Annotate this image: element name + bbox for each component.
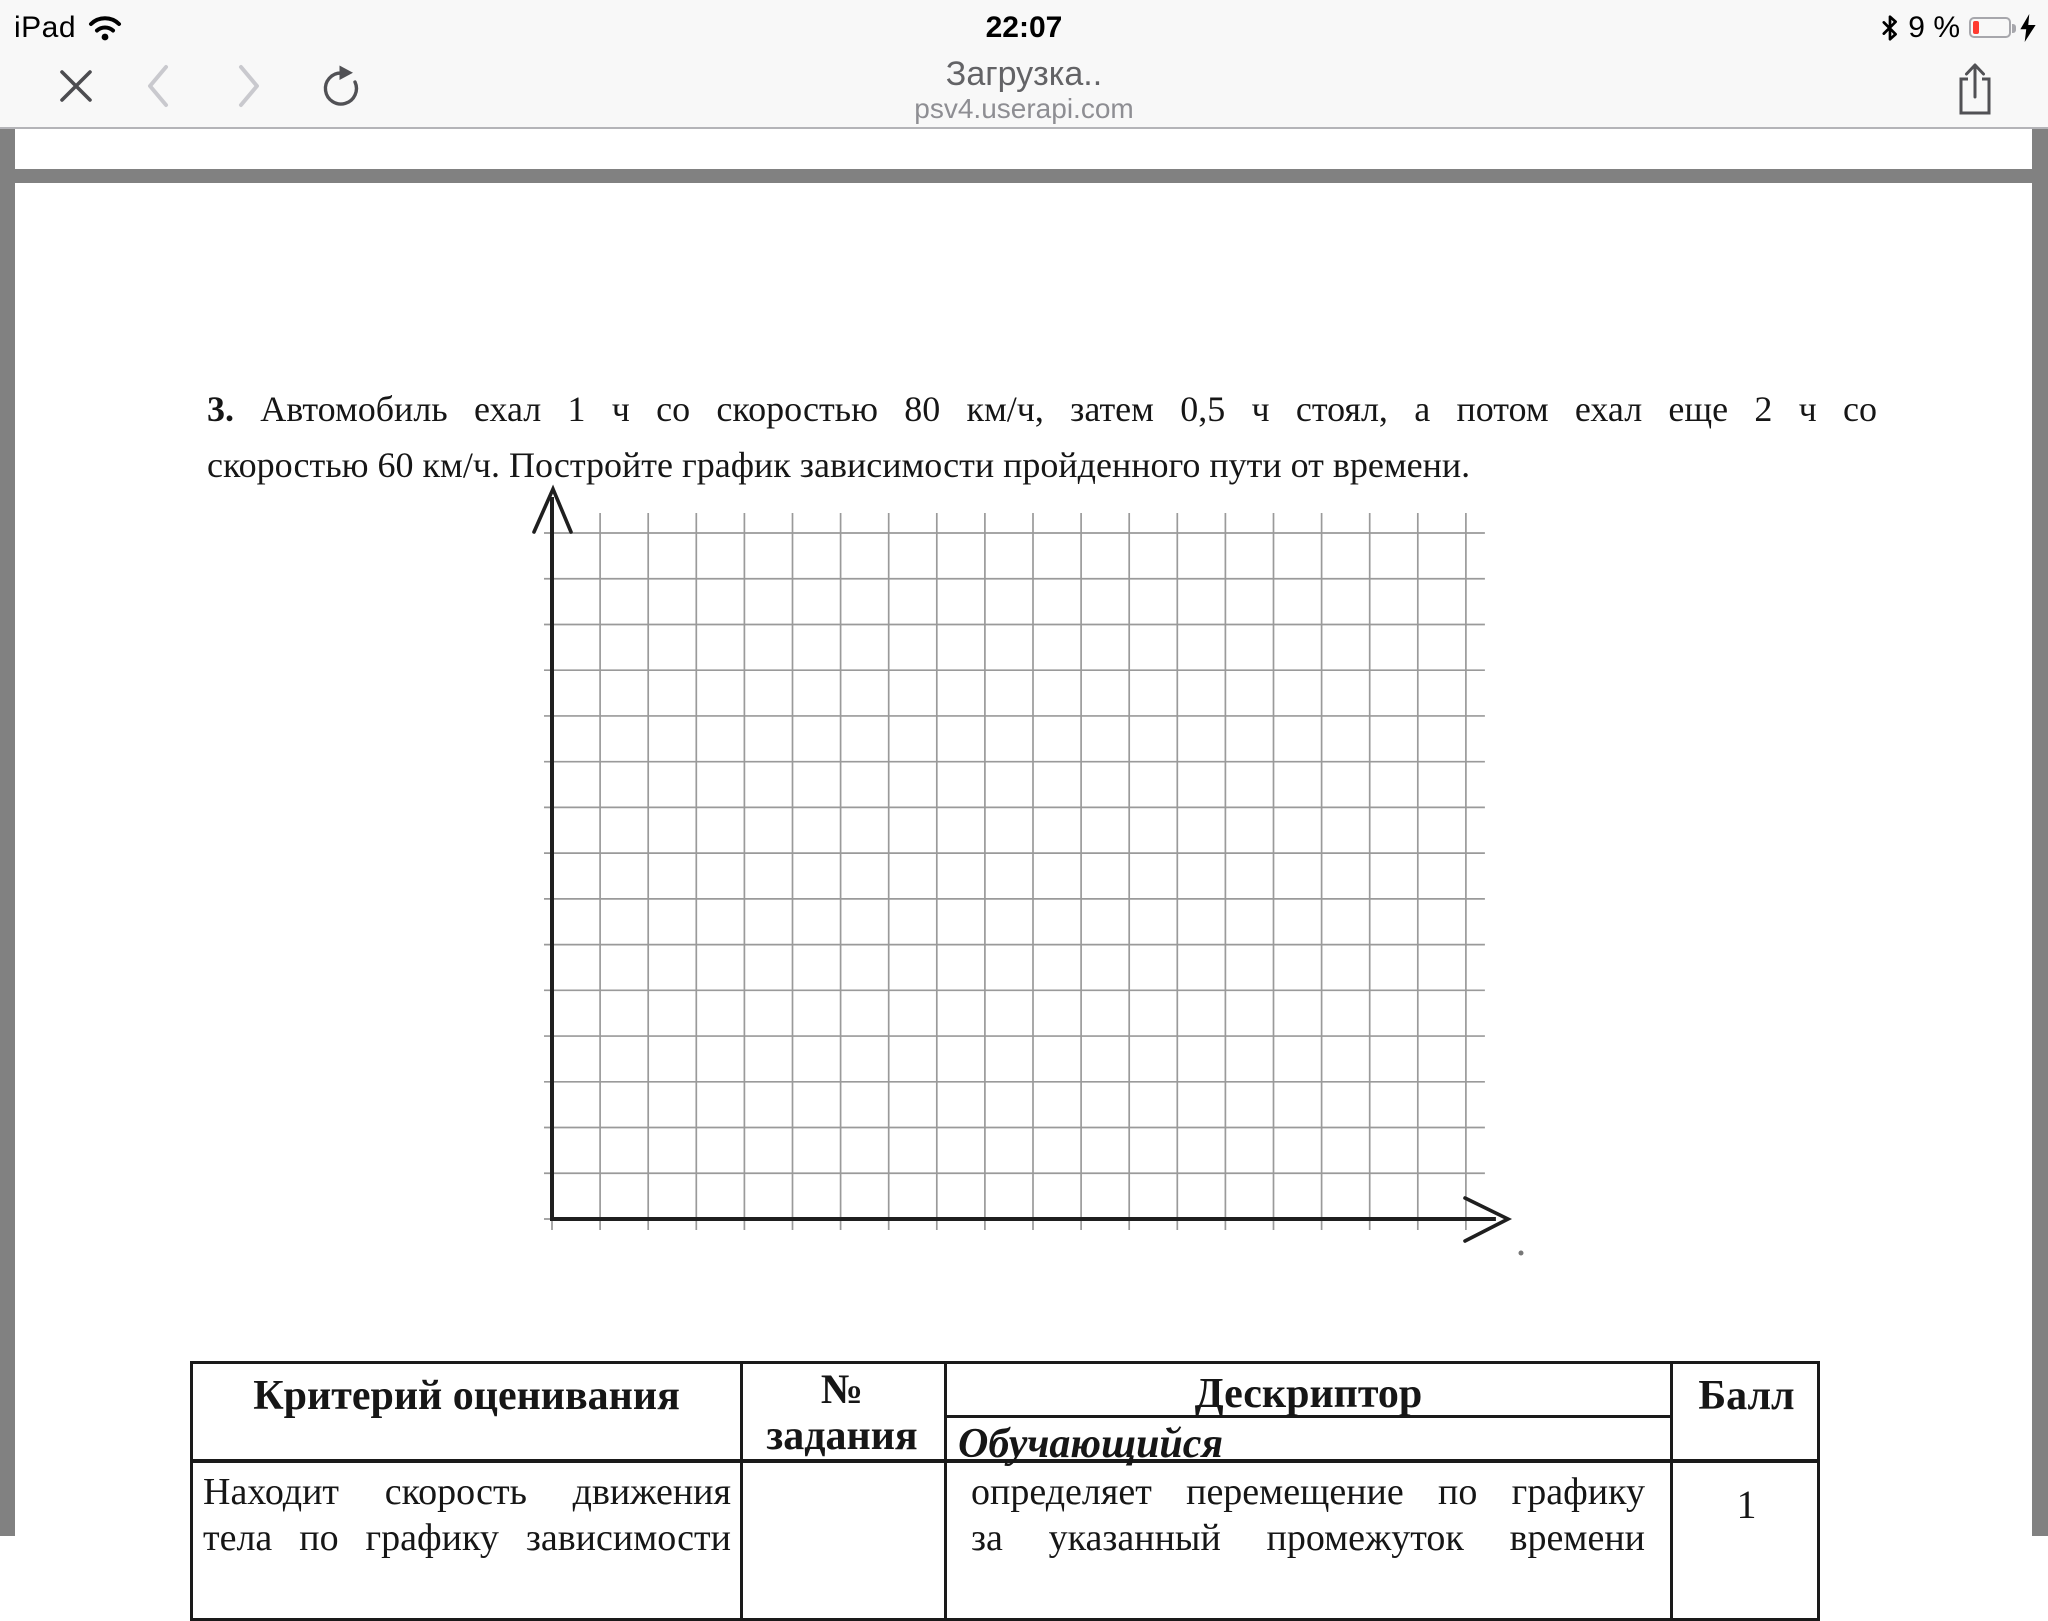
status-bar [0,0,2048,55]
browser-toolbar [0,55,2048,129]
charging-bolt-icon [2020,14,2036,42]
battery-icon [1969,17,2011,38]
share-button[interactable] [1952,60,1998,120]
page-title: Загрузка.. [945,55,1103,93]
rubric-cell-criteria: Находит скорость движения тела по графику зависимости [203,1471,731,1559]
close-button[interactable] [56,66,96,106]
page-url[interactable]: psv4.userapi.com [914,93,1134,124]
col-header-score: Балл [1698,1373,1795,1419]
back-chevron-icon [145,63,171,109]
rubric-table [190,1361,1820,1621]
bluetooth-icon [1881,13,1899,43]
page-margin-left [0,129,15,1536]
problem-line-2: скоростью 60 км/ч. Постройте график зависимости пройденного пути от времени. [207,445,1471,485]
reload-icon [319,63,363,109]
col-header-descriptor: Дескриптор [1194,1371,1423,1417]
close-icon [57,67,95,105]
device-label: iPad [14,10,77,44]
rubric-cell-score: 1 [1736,1482,1757,1527]
share-icon [1954,61,1996,119]
page-break-separator [0,169,2048,183]
col-subheader-student: Обучающийся [958,1421,1224,1467]
document-viewport[interactable] [0,129,2048,1536]
problem-number: 3. [207,389,234,429]
col-header-task-no: № задания [766,1367,918,1459]
battery-nub [2012,24,2016,33]
forward-chevron-icon [236,63,262,109]
back-button[interactable] [142,63,174,109]
status-time: 22:07 [985,10,1063,44]
rubric-cell-descriptor: определяет перемещение по графику за указанный промежуток времени [971,1471,1645,1559]
problem-text [207,381,1877,493]
battery-percent: 9 % [1908,10,1960,44]
page-margin-right [2032,129,2048,1536]
problem-line-1: 3. Автомобиль ехал 1 ч со скоростью 80 км/ч, затем 0,5 ч стоял, а потом ехал еще 2 ч со [207,389,1878,429]
battery-level-fill [1973,21,1979,34]
reload-button[interactable] [318,62,364,110]
forward-button[interactable] [233,63,265,109]
col-header-criteria: Критерий оценивания [253,1373,680,1419]
